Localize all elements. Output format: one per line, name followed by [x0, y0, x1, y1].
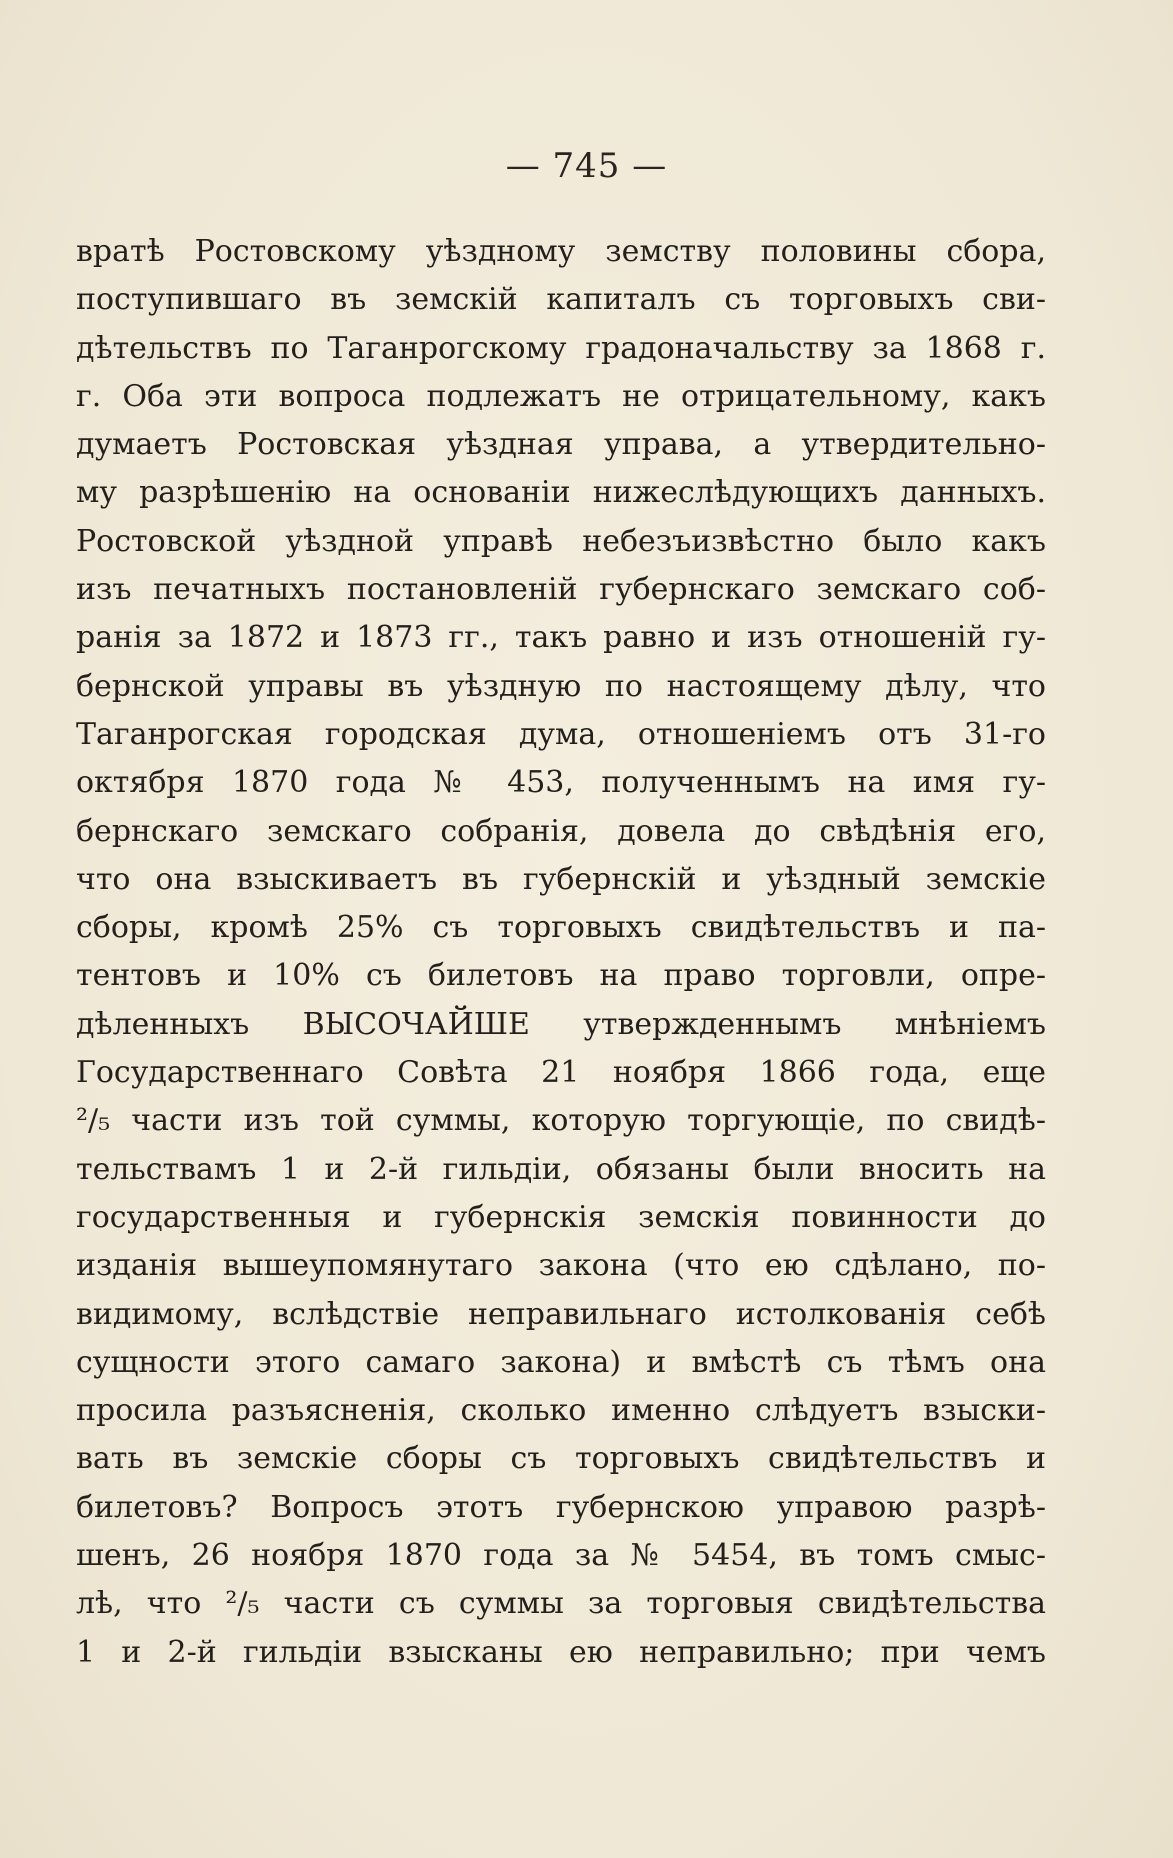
- text-line: Таганрогская городская дума, отношеніемъ отъ 31-го: [76, 716, 1046, 752]
- page-number: — 745 —: [505, 146, 668, 186]
- text-line: что она взыскиваетъ въ губернскій и уѣздный земскіе: [76, 861, 1046, 897]
- text-line: шенъ, 26 ноября 1870 года за № 5454, въ томъ смыс-: [76, 1538, 1046, 1574]
- text-line: сборы, кромѣ 25% съ торговыхъ свидѣтельствъ и па-: [76, 910, 1046, 946]
- body-text: [76, 228, 1046, 1677]
- text-line: думаетъ Ростовская уѣздная управа, а утвердительно-: [76, 427, 1046, 463]
- text-line: бернскаго земскаго собранія, довела до свѣдѣнія его,: [76, 813, 1046, 849]
- text-line: дѣтельствъ по Таганрогскому градоначальству за 1868 г.: [76, 330, 1046, 366]
- text-line: г. Оба эти вопроса подлежатъ не отрицательному, какъ: [76, 378, 1046, 414]
- text-line: тельствамъ 1 и 2-й гильдіи, обязаны были вносить на: [76, 1151, 1046, 1187]
- text-line: изданія вышеупомянутаго закона (что ею сдѣлано, по-: [76, 1248, 1046, 1284]
- text-line: Государственнаго Совѣта 21 ноября 1866 года, еще: [76, 1055, 1046, 1091]
- text-line: октября 1870 года № 453, полученнымъ на имя гу-: [76, 765, 1046, 801]
- text-line: билетовъ? Вопросъ этотъ губернскою управою разрѣ-: [76, 1489, 1046, 1525]
- text-line: ²/₅ части изъ той суммы, которую торгующіе, по свидѣ-: [76, 1103, 1046, 1139]
- text-line: изъ печатныхъ постановленій губернскаго земскаго соб-: [76, 572, 1046, 608]
- text-line: дѣленныхъ ВЫСОЧАЙШЕ утвержденнымъ мнѣніемъ: [76, 1006, 1046, 1042]
- text-line: вать въ земскіе сборы съ торговыхъ свидѣтельствъ и: [76, 1441, 1046, 1477]
- text-line: государственныя и губернскія земскія повинности до: [76, 1199, 1046, 1235]
- text-line: бернской управы въ уѣздную по настоящему дѣлу, что: [76, 668, 1046, 704]
- text-line: тентовъ и 10% съ билетовъ на право торговли, опре-: [76, 958, 1046, 994]
- text-line: поступившаго въ земскій капиталъ съ торговыхъ сви-: [76, 282, 1046, 318]
- text-line: ранія за 1872 и 1873 гг., такъ равно и изъ отношеній гу-: [76, 620, 1046, 656]
- text-line: Ростовской уѣздной управѣ небезъизвѣстно было какъ: [76, 523, 1046, 559]
- text-line: вратѣ Ростовскому уѣздному земству половины сбора,: [76, 234, 1046, 269]
- text-line: просила разъясненія, сколько именно слѣдуетъ взыски-: [76, 1393, 1046, 1429]
- text-line: лѣ, что ²/₅ части съ суммы за торговыя свидѣтельства: [76, 1586, 1046, 1622]
- text-line: видимому, вслѣдствіе неправильнаго истолкованія себѣ: [76, 1296, 1046, 1332]
- text-line: му разрѣшенію на основаніи нижеслѣдующихъ данныхъ.: [76, 475, 1046, 511]
- text-line: сущности этого самаго закона) и вмѣстѣ съ тѣмъ она: [76, 1344, 1046, 1380]
- text-line: 1 и 2-й гильдіи взысканы ею неправильно; при чемъ: [76, 1634, 1046, 1670]
